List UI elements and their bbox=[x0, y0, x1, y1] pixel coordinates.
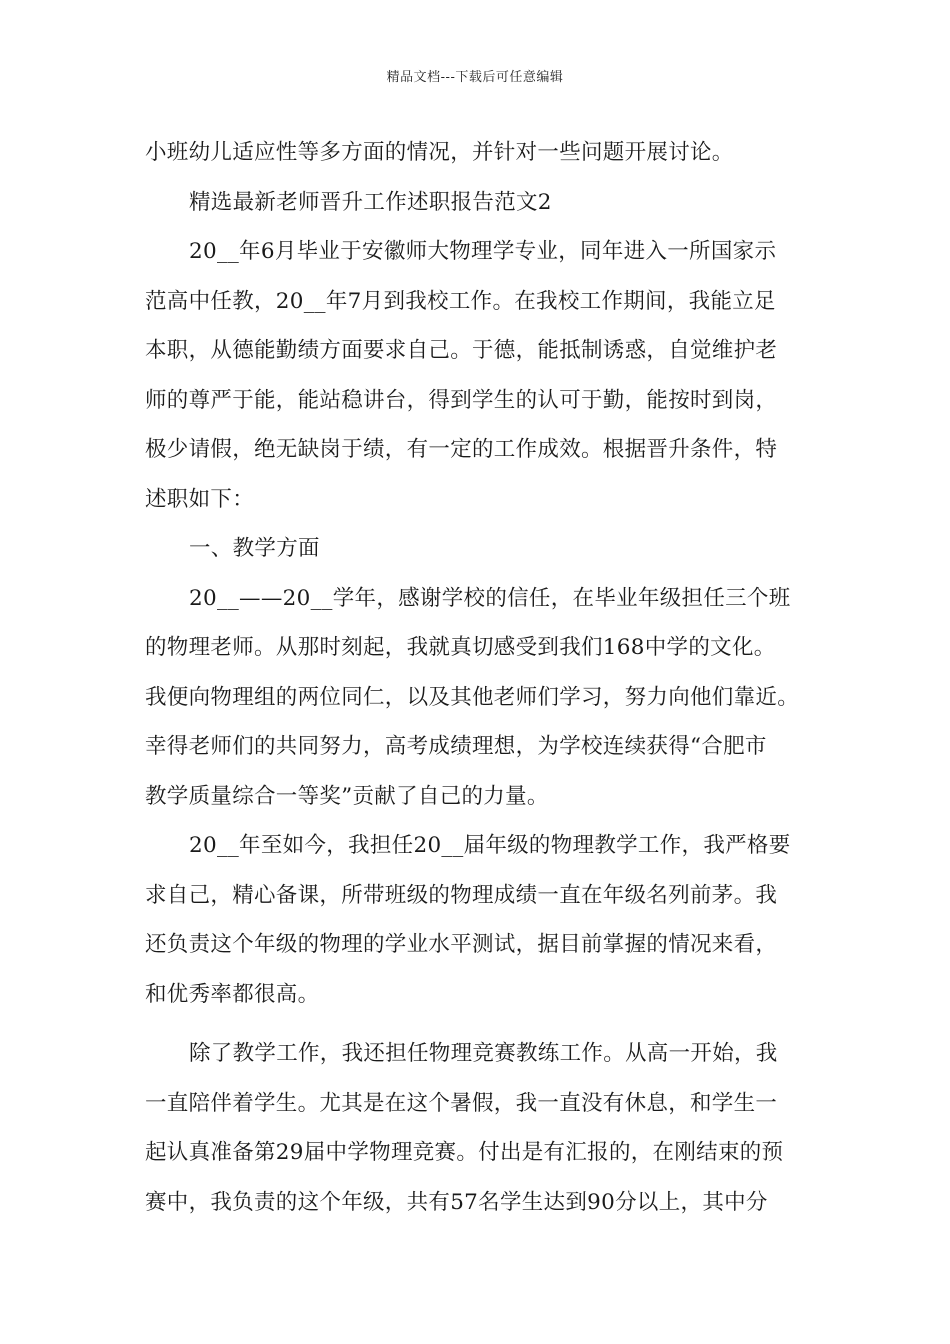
text-line: 本职，从德能勤绩方面要求自己。于德，能抵制诱惑，自觉维护老 bbox=[145, 338, 778, 363]
page-header: 精品文档---下载后可任意编辑 bbox=[386, 70, 564, 85]
text-line: 起认真准备第29届中学物理竞赛。付出是有汇报的，在刚结束的预 bbox=[145, 1140, 784, 1165]
text-line: 范高中任教，20__年7月到我校工作。在我校工作期间，我能立足 bbox=[145, 288, 776, 314]
text-line: 述职如下： bbox=[145, 486, 255, 512]
text-line: 20__年至如今，我担任20__届年级的物理教学工作，我严格要 bbox=[189, 833, 791, 858]
text-line: 一直陪伴着学生。尤其是在这个暑假，我一直没有休息，和学生一 bbox=[145, 1090, 778, 1116]
text-line: 极少请假，绝无缺岗于绩，有一定的工作成效。根据晋升条件，特 bbox=[145, 437, 778, 462]
text-line: 师的尊严于能，能站稳讲台，得到学生的认可于勤，能按时到岗， bbox=[145, 387, 778, 413]
text-line: 幸得老师们的共同努力，高考成绩理想，为学校连续获得“合肥市 bbox=[145, 734, 767, 759]
text-line: 求自己，精心备课，所带班级的物理成绩一直在年级名列前茅。我 bbox=[145, 882, 778, 908]
text-line: 和优秀率都很高。 bbox=[145, 981, 320, 1007]
document-body bbox=[145, 128, 835, 1227]
text-line: 除了教学工作，我还担任物理竞赛教练工作。从高一开始，我 bbox=[189, 1041, 778, 1066]
text-line: 赛中，我负责的这个年级，共有57名学生达到90分以上，其中分 bbox=[145, 1189, 768, 1215]
text-line: 还负责这个年级的物理的学业水平测试，据目前掌握的情况来看， bbox=[145, 932, 778, 957]
text-line: 20__年6月毕业于安徽师大物理学专业，同年进入一所国家示 bbox=[189, 239, 777, 264]
section-title: 精选最新老师晋升工作述职报告范文2 bbox=[189, 189, 552, 215]
text-line: 教学质量综合一等奖”贡献了自己的力量。 bbox=[145, 783, 549, 809]
text-line: 的物理老师。从那时刻起，我就真切感受到我们168中学的文化。 bbox=[145, 635, 776, 660]
text-line: 我便向物理组的两位同仁，以及其他老师们学习，努力向他们靠近。 bbox=[145, 684, 800, 710]
text-line: 20__——20__学年，感谢学校的信任，在毕业年级担任三个班 bbox=[189, 585, 791, 611]
text-line: 小班幼儿适应性等多方面的情况，并针对一些问题开展讨论。 bbox=[145, 140, 734, 165]
section-heading: 一、教学方面 bbox=[189, 536, 320, 561]
